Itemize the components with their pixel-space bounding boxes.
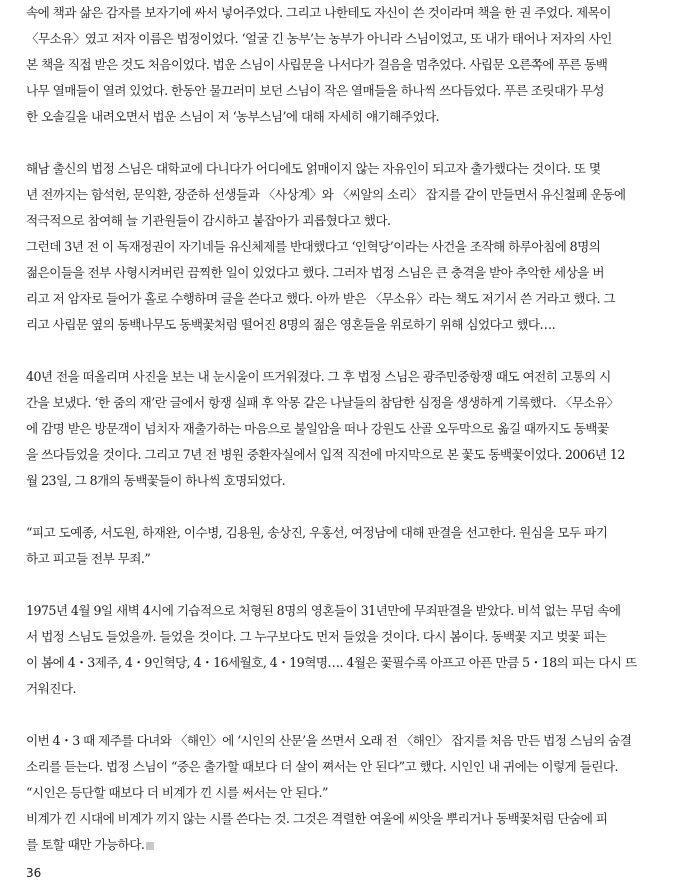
paragraph-4 <box>26 520 670 572</box>
paragraph-line: 서 법정 스님도 들었을까. 들었을 것이다. 그 누구보다도 먼저 들었을 것이다. 다시 봄이다. 동백꽃 지고 벚꽃 피는 <box>26 629 607 644</box>
paragraph-5 <box>26 598 670 702</box>
paragraph-3 <box>26 364 670 494</box>
paragraph-2 <box>26 156 670 338</box>
paragraph-line: 해남 출신의 법정 스님은 대학교에 다니다가 어디에도 얽매이지 않는 자유인이 되고자 출가했다는 것이다. 또 몇 <box>26 161 601 176</box>
paragraph-line: 한 오솔길을 내려오면서 법운 스님이 저 ‘농부스님’에 대해 자세히 얘기해주었다. <box>26 109 440 124</box>
paragraph-line: “시인은 등단할 때보다 더 비계가 낀 시를 써서는 안 된다.” <box>26 785 328 800</box>
article-body <box>26 0 670 858</box>
paragraph-line: 적극적으로 참여해 늘 기관원들이 감시하고 붙잡아가 괴롭혔다고 했다. <box>26 213 391 228</box>
paragraph-line: 월 23일, 그 8개의 동백꽃들이 하나씩 호명되었다. <box>26 473 286 488</box>
paragraph-line: 〈무소유〉였고 저자 이름은 법정이었다. ‘얼굴 긴 농부’는 농부가 아니라 스님이었고, 또 내가 태어나 저자의 사인 <box>26 31 612 46</box>
end-of-article-square-icon <box>146 842 154 850</box>
paragraph-line: “피고 도예종, 서도원, 하재완, 이수병, 김용원, 송상진, 우홍선, 여정남에 대해 판결을 선고한다. 원심을 모두 파기 <box>26 525 608 540</box>
paragraph-line-text: 를 토할 때만 가능하다. <box>26 837 145 852</box>
paragraph-line: 년 전까지는 함석헌, 문익환, 장준하 선생들과 〈사상계〉와 〈씨알의 소리〉 잡지를 같이 만들면서 유신철폐 운동에 <box>26 187 626 202</box>
page-number: 36 <box>26 866 42 880</box>
paragraph-line: 이 봄에 4・3제주, 4・9인혁당, 4・16세월호, 4・19혁명…. 4월은 꽃필수록 아프고 아픈 만큼 5・18의 피는 다시 뜨 <box>26 655 637 670</box>
paragraph-line: 속에 책과 삶은 감자를 보자기에 싸서 넣어주었다. 그리고 나한테도 자신이 쓴 것이라며 책을 한 권 주었다. 제목이 <box>26 5 611 20</box>
paragraph-line: 본 책을 직접 받은 것도 처음이었다. 법운 스님이 사립문을 나서다가 걸음을 멈추었다. 사립문 오른쪽에 푸른 동백 <box>26 57 608 72</box>
paragraph-line: 나무 열매들이 열려 있었다. 한동안 물끄러미 보던 스님이 작은 열매들을 하나씩 쓰다듬었다. 푸른 조릿대가 무성 <box>26 83 604 98</box>
paragraph-line: 간을 보냈다. ‘한 줌의 재’란 글에서 항쟁 실패 후 악몽 같은 나날들의 참담한 심정을 생생하게 기록했다. 〈무소유〉 <box>26 395 619 410</box>
paragraph-line: 그런데 3년 전 이 독재정권이 자기네들 유신체제를 반대했다고 ‘인혁당’이라는 사건을 조작해 하루아침에 8명의 <box>26 239 601 254</box>
paragraph-line: 을 쓰다듬었을 것이다. 그리고 7년 전 병원 중환자실에서 입적 직전에 마지막으로 본 꽃도 동백꽃이었다. 2006년 12 <box>26 447 625 462</box>
paragraph-line: 이번 4・3 때 제주를 다녀와 〈해인〉에 ‘시인의 산문’을 쓰면서 오래 전 〈해인〉 잡지를 처음 만든 법정 스님의 숨결 <box>26 733 632 748</box>
paragraph-6 <box>26 728 670 858</box>
paragraph-line: 거워진다. <box>26 681 76 696</box>
paragraph-line: 젊은이들을 전부 사형시켜버린 끔찍한 일이 있었다고 했다. 그러자 법정 스님은 큰 충격을 받아 추악한 세상을 버 <box>26 265 604 280</box>
paragraph-line: 1975년 4월 9일 새벽 4시에 기습적으로 처형된 8명의 영혼들이 31년만에 무죄판결을 받았다. 비석 없는 무덤 속에 <box>26 603 621 618</box>
paragraph-line: 소리를 듣는다. 법정 스님이 “중은 출가할 때보다 더 살이 쪄서는 안 된다”고 했다. 시인인 내 귀에는 이렇게 들린다. <box>26 759 618 774</box>
paragraph-line: 비계가 낀 시대에 비계가 끼지 않는 시를 쓴다는 것. 그것은 격렬한 여울에 씨앗을 뿌리거나 동백꽃처럼 단숨에 피 <box>26 811 608 826</box>
paragraph-line: 40년 전을 떠올리며 사진을 보는 내 눈시울이 뜨거워졌다. 그 후 법정 스님은 광주민중항쟁 때도 여전히 고통의 시 <box>26 369 611 384</box>
paragraph-line: 하고 피고들 전부 무죄.” <box>26 551 151 566</box>
paragraph-line: 리고 사립문 옆의 동백나무도 동백꽃처럼 떨어진 8명의 젊은 영혼들을 위로하기 위해 심었다고 했다…. <box>26 317 556 332</box>
paragraph-line: 에 감명 받은 방문객이 넘치자 재출가하는 마음으로 불일암을 떠나 강원도 산골 오두막으로 옮길 때까지도 동백꽃 <box>26 421 609 436</box>
paragraph-line: 리고 저 암자로 들어가 홀로 수행하며 글을 쓴다고 했다. 아까 받은 〈무소유〉라는 책도 저기서 쓴 거라고 했다. 그 <box>26 291 616 306</box>
paragraph-last-line <box>26 832 670 858</box>
paragraph-1 <box>26 0 670 130</box>
